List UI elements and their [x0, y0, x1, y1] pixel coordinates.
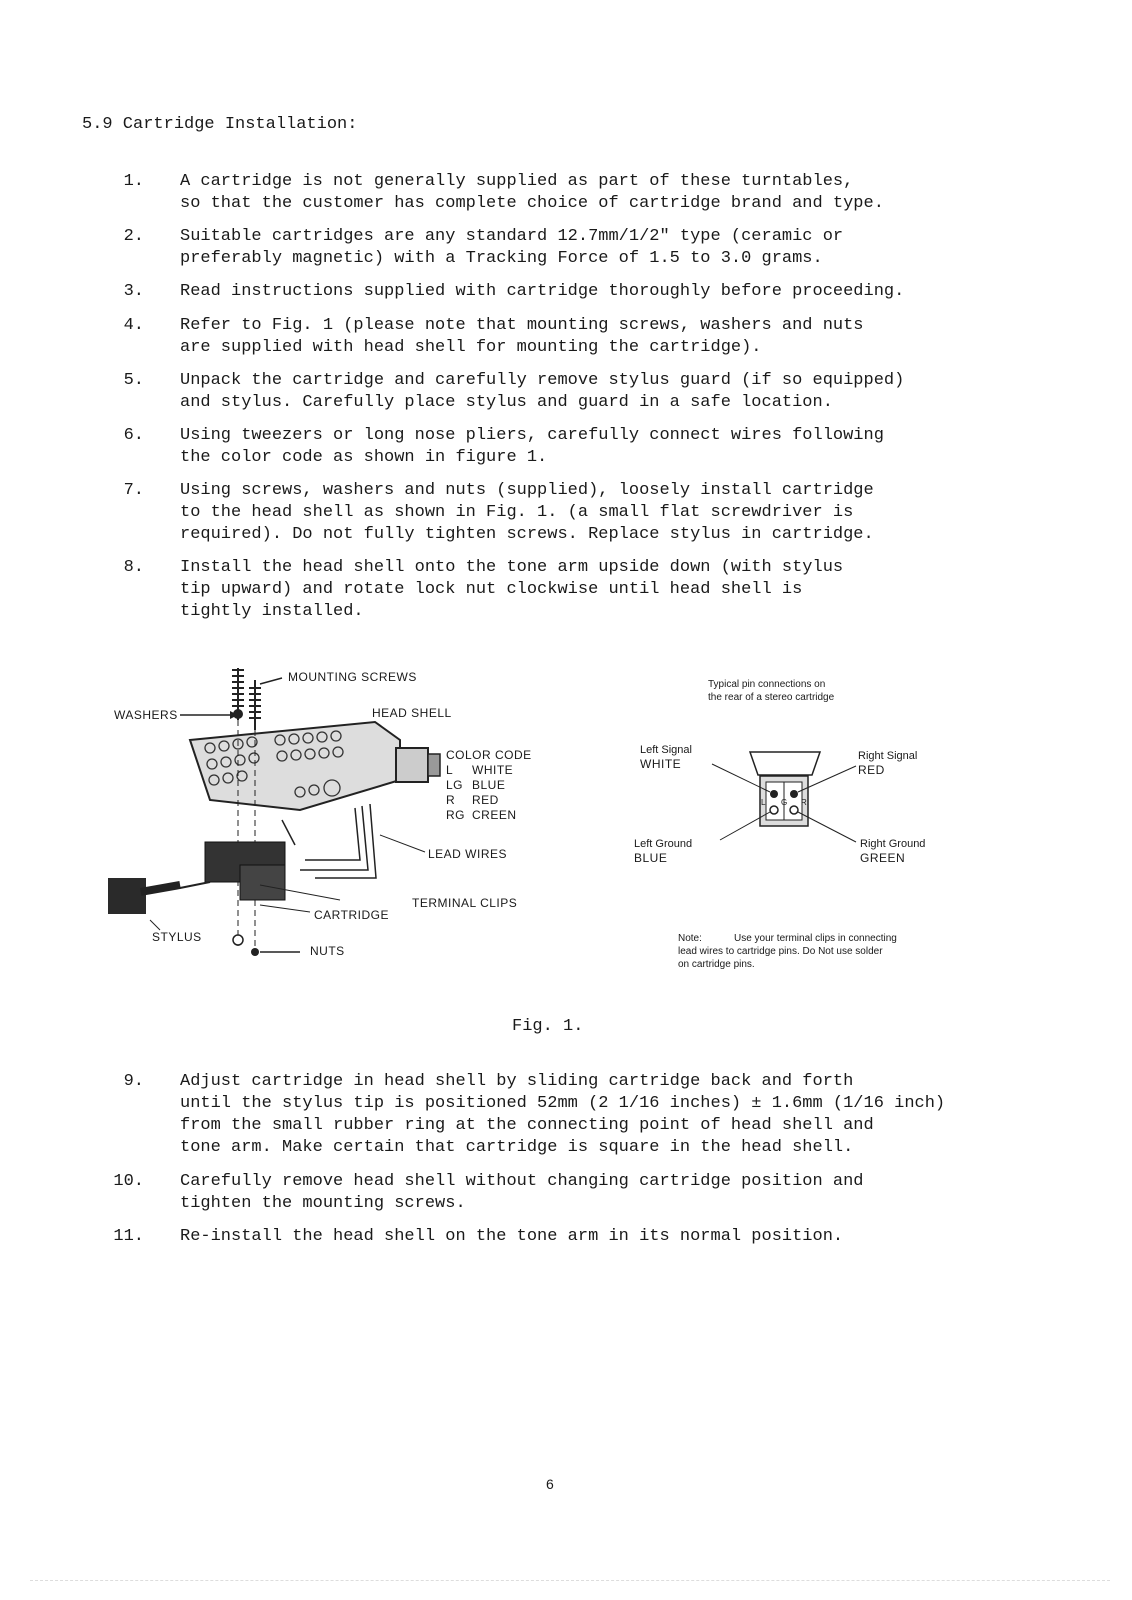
label-lead-wires: LEAD WIRES: [428, 847, 508, 861]
step-text: Read instructions supplied with cartridge thoroughly before proceeding.: [180, 282, 905, 301]
color-code-color: BLUE: [472, 778, 506, 792]
label-left-signal-color: WHITE: [640, 757, 682, 771]
page-number: 6: [546, 1476, 554, 1492]
label-left-ground: Left Ground: [634, 838, 693, 850]
color-code-abbrev: L: [446, 763, 454, 777]
step-text: Refer to Fig. 1 (please note that mounting screws, washers and nuts are supplied with head shell for mounting the cartridge).: [180, 316, 864, 357]
step-text: Suitable cartridges are any standard 12.7mm/1/2" type (ceramic or preferably magnetic) with a Tracking Force of 1.5 to 3.0 grams.: [180, 227, 844, 268]
step-number: 7.: [123, 481, 144, 500]
step-text: Using tweezers or long nose pliers, carefully connect wires following the color code as shown in figure 1.: [180, 426, 884, 467]
step-number: 9.: [123, 1072, 144, 1091]
step-text: A cartridge is not generally supplied as part of these turntables, so that the customer has complete choice of cartridge brand and type.: [180, 172, 884, 213]
label-left-ground-color: BLUE: [634, 851, 668, 865]
pin-label-g: G: [781, 798, 788, 807]
color-code-row: [446, 793, 499, 807]
note-text: Use your terminal clips in connecting lead wires to cartridge pins. Do Not use solder on cartridge pins.: [678, 933, 897, 970]
label-right-signal-color: RED: [858, 763, 885, 777]
headshell-diagram: [100, 660, 560, 985]
step-number: 8.: [123, 558, 144, 577]
pin-label-l: L: [761, 798, 766, 807]
step-number: 11.: [113, 1227, 144, 1246]
color-code-color: CREEN: [472, 808, 517, 822]
step-text: Adjust cartridge in head shell by sliding cartridge back and forth until the stylus tip is positioned 52mm (2 1/16 inches) ± 1.6mm (1/16 inch) from the small rubber ring at the connecting point of head shell and tone arm. Make certain that cartridge is square in the head shell.: [180, 1072, 946, 1157]
label-mounting-screws: MOUNTING SCREWS: [288, 670, 417, 684]
color-code-color: WHITE: [472, 763, 514, 777]
step-number: 10.: [113, 1172, 144, 1191]
step-number: 4.: [123, 316, 144, 335]
color-code-row: [446, 763, 513, 777]
pin-label-r: R: [801, 798, 807, 807]
color-code-abbrev: LG: [446, 778, 464, 792]
label-right-ground: Right Ground: [860, 838, 926, 850]
label-left-signal: Left Signal: [640, 744, 692, 756]
color-code-abbrev: R: [446, 793, 456, 807]
step-number: 2.: [123, 227, 144, 246]
step-number: 6.: [123, 426, 144, 445]
color-code-row: [446, 778, 505, 792]
note-label: Note:: [678, 933, 702, 944]
color-code-abbrev: RG: [446, 808, 465, 822]
label-nuts: NUTS: [310, 944, 345, 958]
step-text: Install the head shell onto the tone arm upside down (with stylus tip upward) and rotate lock nut clockwise until head shell is tightly installed.: [180, 558, 844, 621]
color-code-row: [446, 808, 517, 822]
footer-divider: [30, 1580, 1110, 1581]
step-number: 1.: [123, 172, 144, 191]
label-terminal-clips: TERMINAL CLIPS: [412, 896, 518, 910]
label-washers: WASHERS: [114, 708, 178, 722]
step-number: 3.: [123, 282, 144, 301]
step-text: Re-install the head shell on the tone arm in its normal position.: [180, 1227, 844, 1246]
figure-caption: Fig. 1.: [512, 1017, 584, 1036]
label-right-signal: Right Signal: [858, 750, 918, 762]
typical-pin-caption: Typical pin connections on the rear of a stereo cartridge: [708, 679, 835, 703]
pin-connection-diagram: [620, 679, 980, 970]
step-number: 5.: [123, 371, 144, 390]
step-text: Carefully remove head shell without changing cartridge position and tighten the mounting screws.: [180, 1172, 864, 1213]
step-text: Unpack the cartridge and carefully remove stylus guard (if so equipped) and stylus. Carefully place stylus and guard in a safe location.: [180, 371, 905, 412]
label-color-code: COLOR CODE: [446, 748, 532, 762]
color-code-color: RED: [472, 793, 499, 807]
label-right-ground-color: GREEN: [860, 851, 906, 865]
section-title: 5.9 Cartridge Installation:: [82, 115, 358, 134]
label-stylus: STYLUS: [152, 930, 202, 944]
label-head-shell: HEAD SHELL: [372, 706, 452, 720]
step-text: Using screws, washers and nuts (supplied), loosely install cartridge to the head shell as shown in Fig. 1. (a small flat screwdriver is required). Do not fully tighten screws. Replace stylus in cartridge.: [180, 481, 874, 544]
label-cartridge: CARTRIDGE: [314, 908, 389, 922]
